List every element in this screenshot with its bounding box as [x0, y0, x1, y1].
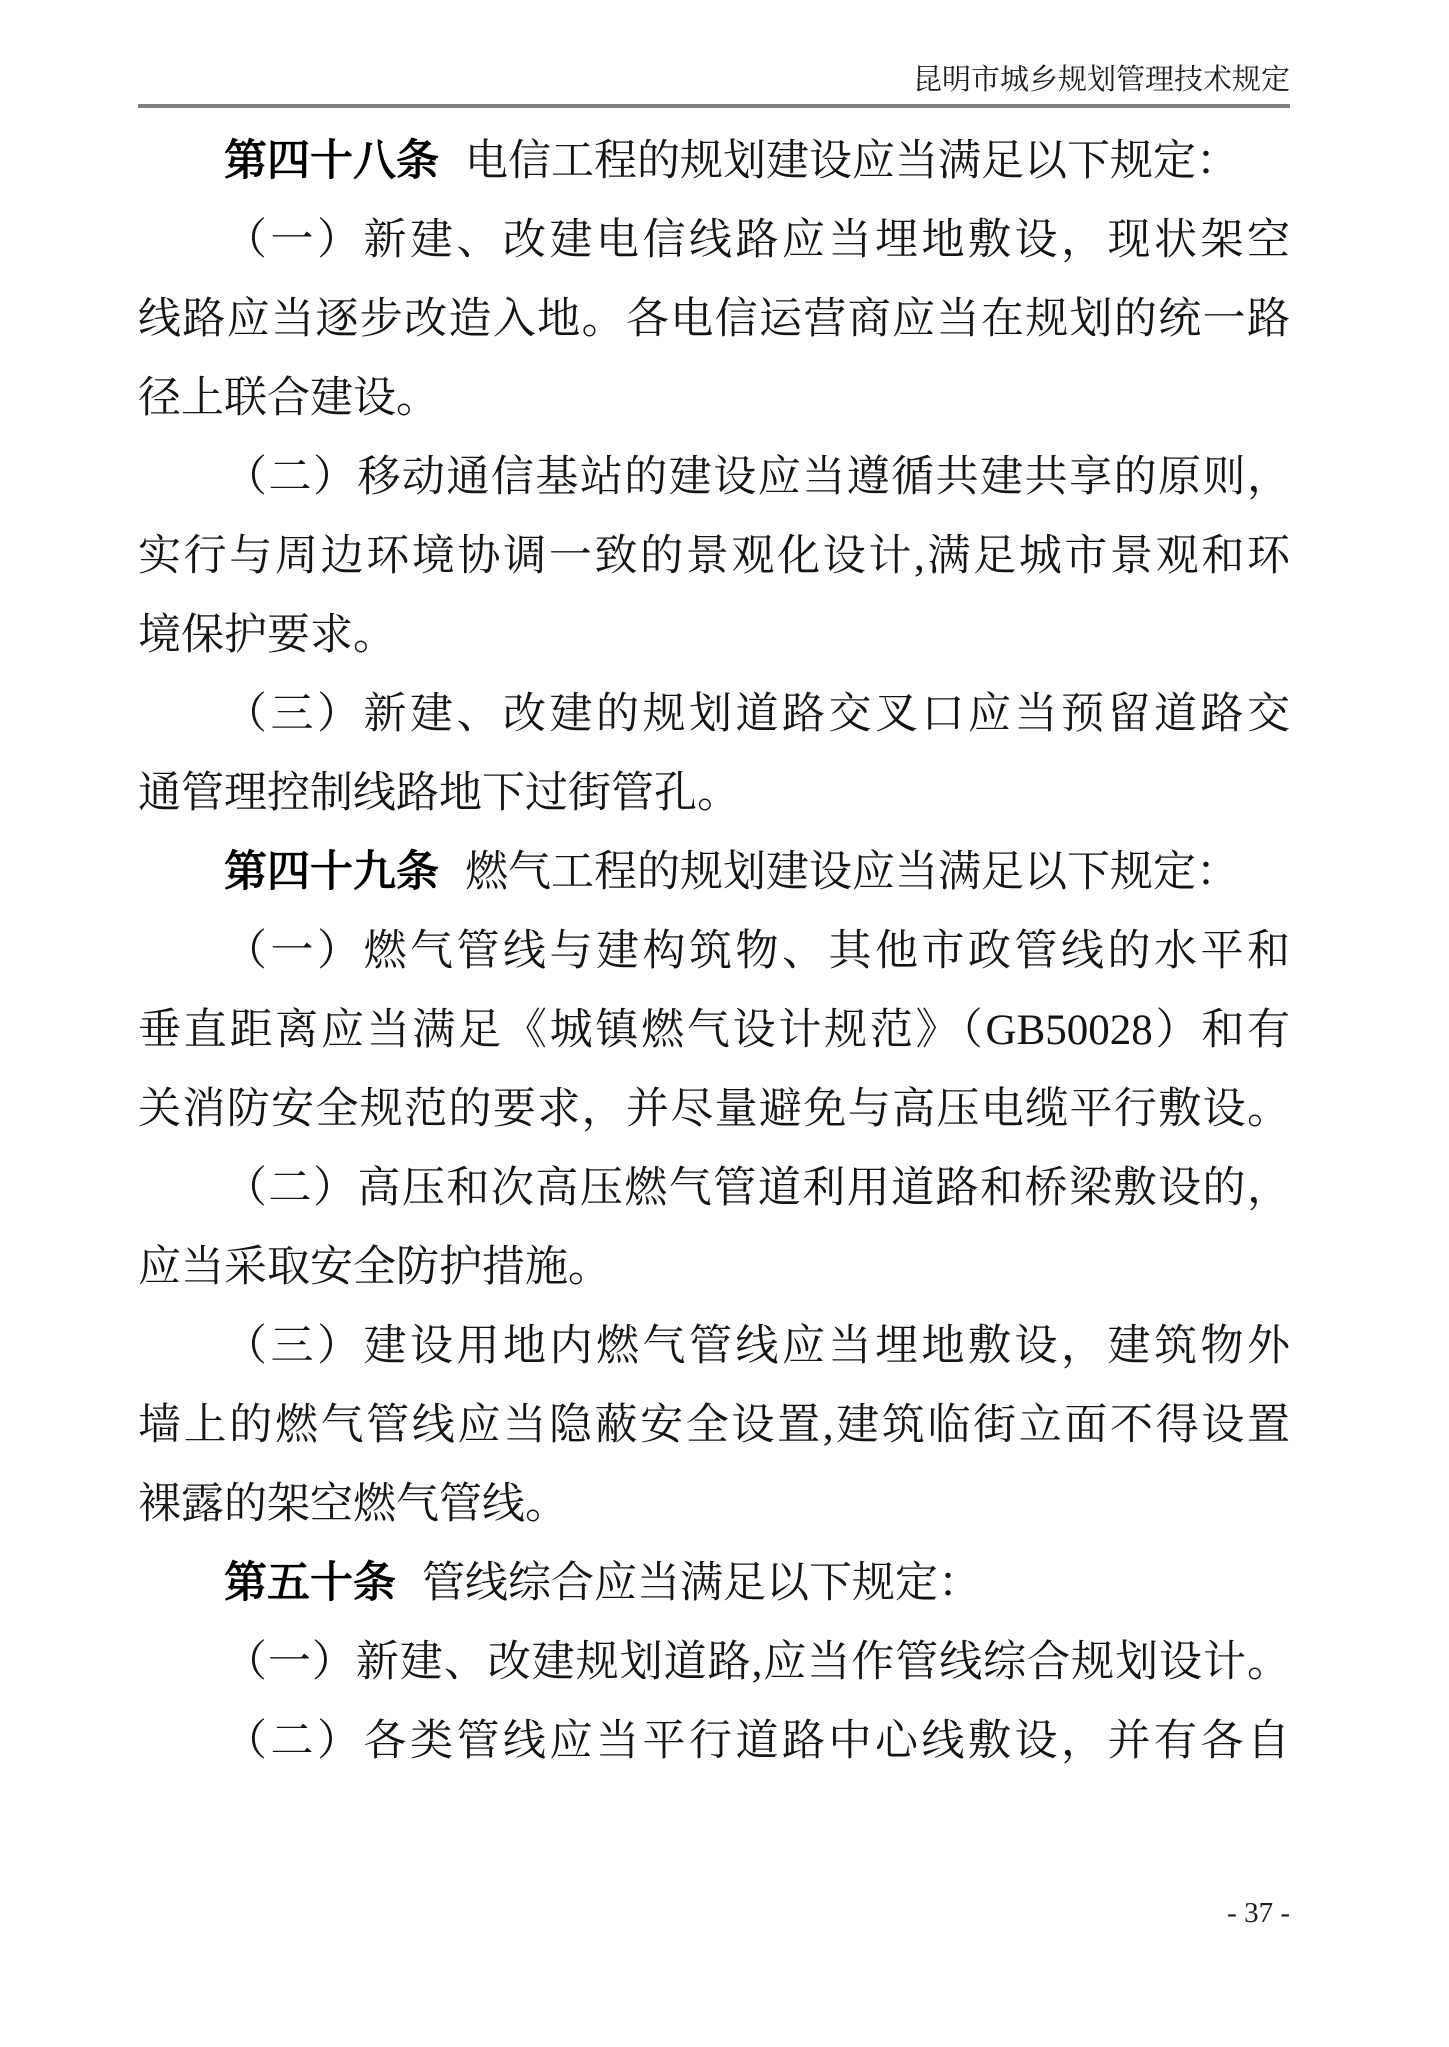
text-line	[138, 1149, 1290, 1228]
header-title: 昆明市城乡规划管理技术规定	[912, 64, 1290, 96]
line-text: 电信工程的规划建设应当满足以下规定：	[465, 138, 1239, 185]
line-text: 关消防安全规范的要求，并尽量避免与高压电缆平行敷设。	[138, 1086, 1290, 1133]
text-line	[138, 438, 1290, 517]
text-line	[138, 675, 1290, 754]
line-text: （一）新建、改建规划道路,应当作管线综合规划设计。	[224, 1639, 1290, 1686]
text-line	[138, 833, 1290, 912]
line-text: （二）高压和次高压燃气管道利用道路和桥梁敷设的，	[224, 1165, 1290, 1212]
paragraph	[138, 1544, 1290, 1623]
line-text: （三）建设用地内燃气管线应当埋地敷设，建筑物外	[224, 1323, 1290, 1370]
line-text: 应当采取安全防护措施。	[138, 1244, 611, 1291]
document-body	[138, 122, 1290, 1781]
line-text: 裸露的架空燃气管线。	[138, 1481, 568, 1528]
page-number: - 37 -	[1227, 1897, 1290, 1929]
line-text: 管线综合应当满足以下规定：	[422, 1560, 981, 1607]
line-text: 径上联合建设。	[138, 375, 439, 422]
text-line	[138, 912, 1290, 991]
line-text: 通管理控制线路地下过街管孔。	[138, 770, 740, 817]
text-line	[138, 596, 1290, 675]
page-header	[138, 0, 1290, 108]
page-footer	[1227, 1896, 1290, 1930]
paragraph	[138, 438, 1290, 675]
article-number: 第四十九条	[224, 849, 439, 896]
text-line	[138, 201, 1290, 280]
line-text: 垂直距离应当满足《城镇燃气设计规范》（GB50028）和有	[138, 1007, 1290, 1054]
line-text: （二）各类管线应当平行道路中心线敷设，并有各自	[224, 1718, 1290, 1765]
text-line	[138, 1544, 1290, 1623]
line-text: 燃气工程的规划建设应当满足以下规定：	[465, 849, 1239, 896]
text-line	[138, 122, 1290, 201]
paragraph	[138, 833, 1290, 912]
text-line	[138, 517, 1290, 596]
paragraph	[138, 912, 1290, 1149]
line-text: （一）燃气管线与建构筑物、其他市政管线的水平和	[224, 928, 1290, 975]
text-line	[138, 1386, 1290, 1465]
text-line	[138, 1465, 1290, 1544]
line-text: 线路应当逐步改造入地。各电信运营商应当在规划的统一路	[138, 296, 1290, 343]
paragraph	[138, 675, 1290, 833]
line-text: 墙上的燃气管线应当隐蔽安全设置,建筑临街立面不得设置	[138, 1402, 1290, 1449]
text-line	[138, 1623, 1290, 1702]
paragraph	[138, 1149, 1290, 1307]
line-text: （三）新建、改建的规划道路交叉口应当预留道路交	[224, 691, 1290, 738]
text-line	[138, 1307, 1290, 1386]
paragraph	[138, 1307, 1290, 1544]
text-line	[138, 1702, 1290, 1781]
line-text: 实行与周边环境协调一致的景观化设计,满足城市景观和环	[138, 533, 1290, 580]
line-text: （一）新建、改建电信线路应当埋地敷设，现状架空	[224, 217, 1290, 264]
paragraph	[138, 201, 1290, 438]
text-line	[138, 359, 1290, 438]
article-number: 第五十条	[224, 1560, 396, 1607]
article-number: 第四十八条	[224, 138, 439, 185]
paragraph	[138, 1702, 1290, 1781]
text-line	[138, 280, 1290, 359]
text-line	[138, 754, 1290, 833]
line-text: （二）移动通信基站的建设应当遵循共建共享的原则，	[224, 454, 1290, 501]
text-line	[138, 1228, 1290, 1307]
text-line	[138, 1070, 1290, 1149]
line-text: 境保护要求。	[138, 612, 396, 659]
paragraph	[138, 122, 1290, 201]
text-line	[138, 991, 1290, 1070]
paragraph	[138, 1623, 1290, 1702]
